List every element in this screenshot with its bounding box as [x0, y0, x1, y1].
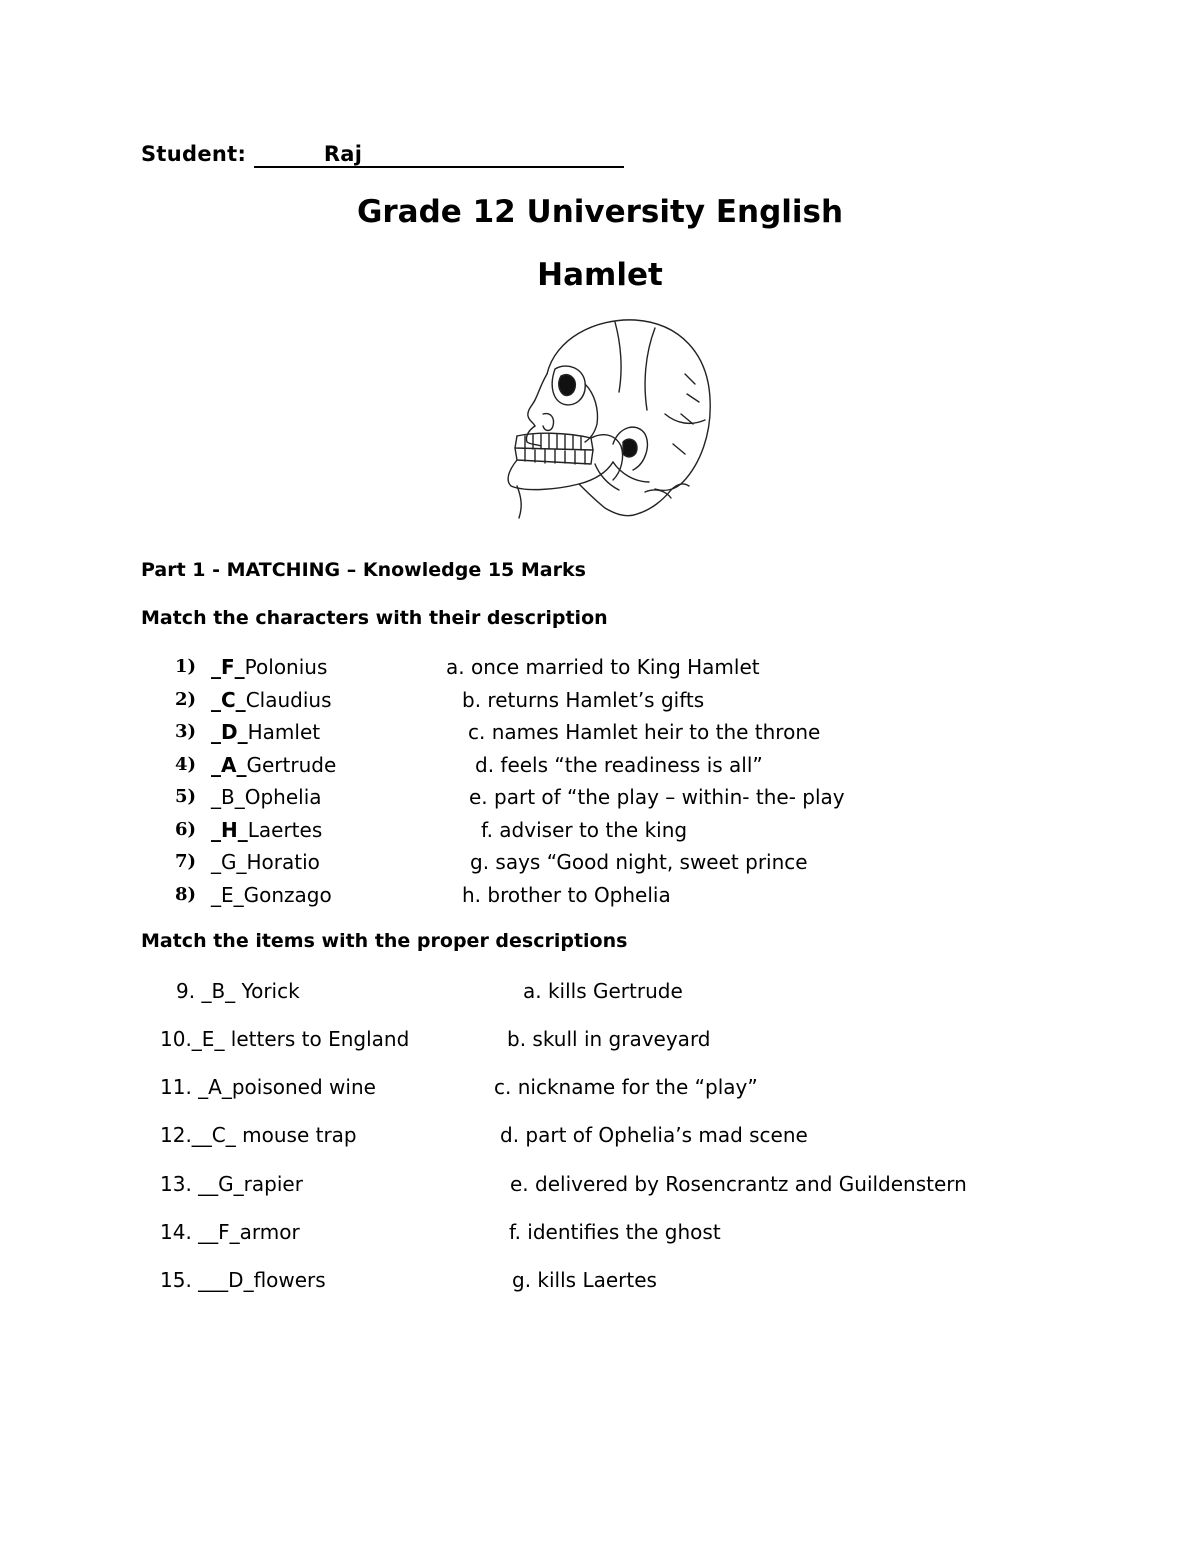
- answer-letter: _F_: [211, 655, 245, 679]
- character-description: e. part of “the play – within- the- play: [469, 785, 845, 809]
- character-description: h. brother to Ophelia: [462, 883, 671, 907]
- item-answer[interactable]: 12.__C_ mouse trap: [160, 1123, 357, 1147]
- answer-letter: _C_: [211, 688, 246, 712]
- answer-letter: _D_: [211, 720, 248, 744]
- character-description: a. once married to King Hamlet: [446, 655, 760, 679]
- answer-field[interactable]: [211, 782, 322, 812]
- item-description: c. nickname for the “play”: [494, 1075, 758, 1099]
- item-number: 7): [175, 851, 197, 872]
- item-description: f. identifies the ghost: [509, 1220, 721, 1244]
- item-answer[interactable]: 15. ___D_flowers: [160, 1268, 326, 1292]
- item-description: g. kills Laertes: [512, 1268, 657, 1292]
- character-name: Ophelia: [244, 785, 322, 809]
- answer-field[interactable]: [211, 847, 320, 877]
- character-name: Hamlet: [247, 720, 321, 744]
- items-section-heading: Match the items with the proper descriptions: [141, 930, 628, 952]
- answer-letter: _B_: [211, 785, 245, 809]
- page-subtitle: Hamlet: [537, 257, 663, 293]
- item-description: d. part of Ophelia’s mad scene: [500, 1123, 808, 1147]
- item-number: 1): [175, 656, 197, 677]
- student-label: Student:: [141, 142, 247, 166]
- student-line: [141, 142, 624, 168]
- item-number: 2): [175, 689, 197, 710]
- character-name: Horatio: [246, 850, 320, 874]
- answer-field[interactable]: [211, 685, 332, 715]
- item-number: 3): [175, 721, 197, 742]
- page-title: Grade 12 University English: [356, 194, 844, 230]
- character-name: Gonzago: [243, 883, 332, 907]
- item-description: e. delivered by Rosencrantz and Guildenstern: [510, 1172, 967, 1196]
- item-number: 4): [175, 754, 197, 775]
- item-answer[interactable]: 9. _B_ Yorick: [176, 979, 300, 1003]
- character-name: Polonius: [244, 655, 328, 679]
- answer-letter: _E_: [211, 883, 244, 907]
- character-description: f. adviser to the king: [481, 818, 688, 842]
- character-description: c. names Hamlet heir to the throne: [468, 720, 821, 744]
- answer-letter: _A_: [211, 753, 247, 777]
- item-answer[interactable]: 13. __G_rapier: [160, 1172, 303, 1196]
- answer-field[interactable]: [211, 717, 320, 747]
- item-answer[interactable]: 14. __F_armor: [160, 1220, 300, 1244]
- item-number: 5): [175, 786, 197, 807]
- character-description: b. returns Hamlet’s gifts: [462, 688, 705, 712]
- character-description: d. feels “the readiness is all”: [475, 753, 763, 777]
- student-name-field[interactable]: Raj: [254, 142, 624, 168]
- item-description: b. skull in graveyard: [507, 1027, 711, 1051]
- answer-field[interactable]: [211, 750, 336, 780]
- answer-letter: _G_: [211, 850, 247, 874]
- item-number: 6): [175, 819, 197, 840]
- item-number: 8): [175, 884, 197, 905]
- character-description: g. says “Good night, sweet prince: [470, 850, 808, 874]
- answer-field[interactable]: [211, 652, 327, 682]
- skull-illustration: [495, 314, 715, 524]
- answer-letter: _H_: [211, 818, 248, 842]
- character-name: Gertrude: [246, 753, 337, 777]
- item-answer[interactable]: 11. _A_poisoned wine: [160, 1075, 376, 1099]
- item-description: a. kills Gertrude: [523, 979, 683, 1003]
- answer-field[interactable]: [211, 880, 332, 910]
- answer-field[interactable]: [211, 815, 322, 845]
- item-answer[interactable]: 10._E_ letters to England: [160, 1027, 410, 1051]
- character-name: Claudius: [245, 688, 332, 712]
- character-name: Laertes: [247, 818, 323, 842]
- part1-heading: Part 1 - MATCHING – Knowledge 15 Marks: [141, 559, 586, 581]
- characters-section-heading: Match the characters with their description: [141, 607, 608, 629]
